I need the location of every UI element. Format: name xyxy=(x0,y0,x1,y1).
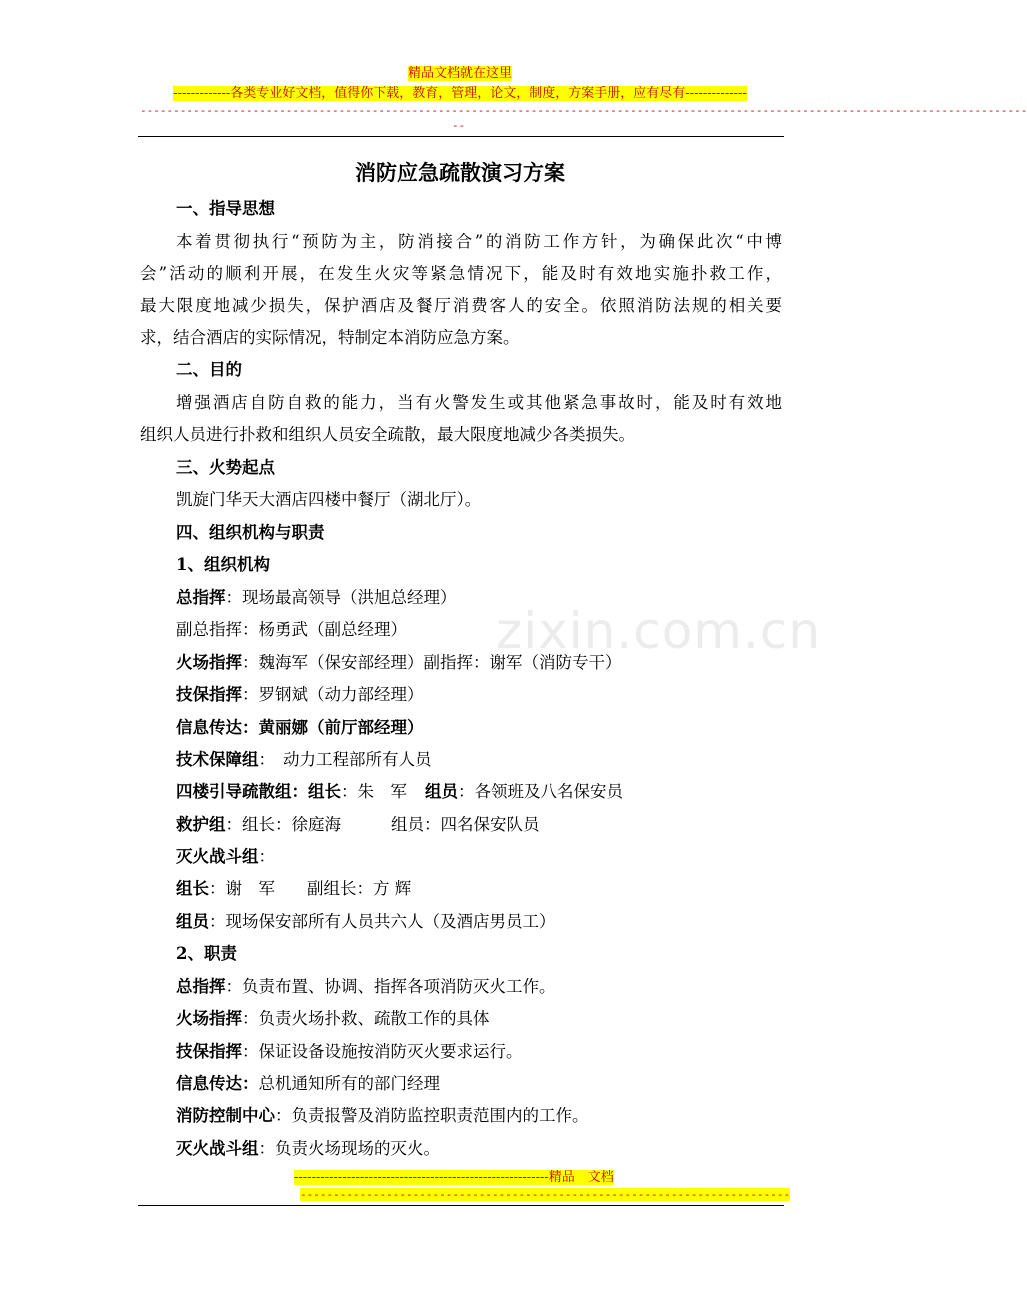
evac-label: 四楼引导疏散组：组长 xyxy=(176,782,341,801)
evac-leader: 朱 军 xyxy=(357,782,407,801)
org-text: 魏海军（保安部经理）副指挥：谢军（消防专干） xyxy=(258,653,622,672)
footer-dashes-text: -------------------------------------------------------------------------- xyxy=(300,1188,791,1201)
org-text: 动力工程部所有人员 xyxy=(283,750,432,769)
duty-text: 保证设备设施按消防灭火要求运行。 xyxy=(258,1042,523,1061)
subsection-heading: 1、组织机构 xyxy=(176,555,270,574)
duty-row xyxy=(176,1136,782,1162)
separator: ： xyxy=(275,1106,292,1125)
footer-banner xyxy=(294,1170,614,1186)
org-row xyxy=(176,585,782,611)
duty-row xyxy=(176,1071,782,1097)
duty-text: 负责布置、协调、指挥各项消防灭火工作。 xyxy=(242,977,556,996)
duty-row xyxy=(176,1006,782,1032)
org-text: 杨勇武（副总经理） xyxy=(258,620,407,639)
fire-deputy: 副组长：方 辉 xyxy=(307,879,412,898)
separator: ： xyxy=(242,620,259,639)
duty-row xyxy=(176,974,782,1000)
section-heading: 二、目的 xyxy=(176,360,242,379)
separator: ： xyxy=(242,1009,259,1028)
duty-text: 总机通知所有的部门经理 xyxy=(258,1074,440,1093)
fire-leaders-row xyxy=(176,876,782,902)
org-row xyxy=(176,747,782,773)
separator: ： xyxy=(225,815,242,834)
duty-label: 总指挥 xyxy=(176,977,226,996)
rescue-group-row xyxy=(176,812,782,838)
evac-member-label: 组员 xyxy=(425,782,458,801)
duty-row xyxy=(176,1103,782,1129)
paragraph-line: 会”活动的顺利开展，在发生火灾等紧急情况下，能及时有效地实施扑救工作， xyxy=(140,264,782,283)
separator: ： xyxy=(209,879,226,898)
separator: ： xyxy=(258,1139,275,1158)
duty-label: 信息传达： xyxy=(176,1074,259,1093)
fire-group-label: 灭火战斗组 xyxy=(176,847,259,866)
section-heading: 三、火势起点 xyxy=(176,458,275,477)
fire-members-text: 现场保安部所有人员共六人（及酒店男员工） xyxy=(225,912,556,931)
rescue-leader: 组长：徐庭海 xyxy=(242,815,341,834)
doc-title: 消防应急疏散演习方案 xyxy=(355,160,565,185)
header-dashes: -------------------------------------------------------------------------------------------------------------------------------------- xyxy=(140,104,1027,117)
org-label: 副总指挥 xyxy=(176,620,242,639)
org-label: 技保指挥 xyxy=(176,685,242,704)
fire-group-row xyxy=(176,844,782,870)
header-banner-ad xyxy=(0,86,920,102)
separator: ： xyxy=(258,847,275,866)
duty-label: 消防控制中心 xyxy=(176,1106,275,1125)
org-label: 信息传达：黄丽娜（前厅部经理） xyxy=(176,718,424,737)
rescue-member: 组员：四名保安队员 xyxy=(391,815,540,834)
paragraph-line: 组织人员进行扑救和组织人员安全疏散，最大限度地减少各类损失。 xyxy=(140,425,635,444)
separator: ： xyxy=(242,685,259,704)
org-text: 罗钢斌（动力部经理） xyxy=(258,685,424,704)
org-row xyxy=(176,650,782,676)
separator: ： xyxy=(258,750,275,769)
evac-group-row xyxy=(176,779,782,805)
org-row xyxy=(176,682,782,708)
paragraph-line: 最大限度地减少损失，保护酒店及餐厅消费客人的安全。依照消防法规的相关要 xyxy=(140,296,782,315)
footer-text: ----------------------------------------------------------精品 文档 xyxy=(294,1170,614,1185)
subsection-heading: 2、职责 xyxy=(176,944,237,963)
separator: ： xyxy=(209,912,226,931)
header-banner-top xyxy=(0,66,920,82)
org-row xyxy=(176,617,782,643)
duty-label: 火场指挥 xyxy=(176,1009,242,1028)
separator: ： xyxy=(341,782,358,801)
section-heading: 四、组织机构与职责 xyxy=(176,523,325,542)
fire-leader-label: 组长 xyxy=(176,879,209,898)
rescue-label: 救护组 xyxy=(176,815,226,834)
separator: ： xyxy=(242,1042,259,1061)
org-row xyxy=(176,715,782,741)
duty-text: 负责火场现场的灭火。 xyxy=(275,1139,440,1158)
paragraph-line: 凯旋门华天大酒店四楼中餐厅（湖北厅）。 xyxy=(176,490,482,509)
fire-leader: 谢 军 xyxy=(225,879,275,898)
paragraph-line: 增强酒店自防自救的能力，当有火警发生或其他紧急事故时，能及时有效地 xyxy=(176,393,782,412)
fire-member-label: 组员 xyxy=(176,912,209,931)
paragraph-line: 本着贯彻执行“预防为主，防消接合”的消防工作方针，为确保此次“中博 xyxy=(176,232,782,251)
separator: ： xyxy=(225,977,242,996)
duty-text: 负责火场扑救、疏散工作的具体 xyxy=(258,1009,490,1028)
watermark: zixin.com.cn xyxy=(496,602,822,660)
footer-rule xyxy=(138,1205,784,1206)
footer-dashes xyxy=(300,1188,790,1202)
fire-members-row xyxy=(176,909,782,935)
evac-member: ：各领班及八名保安员 xyxy=(458,782,623,801)
duty-label: 灭火战斗组 xyxy=(176,1139,259,1158)
duty-row xyxy=(176,1039,782,1065)
paragraph-line: 求，结合酒店的实际情况，特制定本消防应急方案。 xyxy=(140,328,520,347)
duty-label: 技保指挥 xyxy=(176,1042,242,1061)
section-heading: 一、指导思想 xyxy=(176,199,275,218)
separator: ： xyxy=(242,653,259,672)
header-dashes-tail: -- xyxy=(452,119,466,132)
org-label: 火场指挥 xyxy=(176,653,242,672)
org-label: 总指挥 xyxy=(176,588,226,607)
header-text: 精品文档就在这里 xyxy=(407,66,512,81)
org-label: 技术保障组 xyxy=(176,750,259,769)
org-text: 现场最高领导（洪旭总经理） xyxy=(242,588,457,607)
separator: ： xyxy=(225,588,242,607)
duty-text: 负责报警及消防监控职责范围内的工作。 xyxy=(291,1106,589,1125)
header-ad-text: -------------各类专业好文档，值得你下载，教育，管理，论文，制度，方案手册，应有尽有-------------- xyxy=(173,86,747,101)
header-rule xyxy=(138,136,784,137)
